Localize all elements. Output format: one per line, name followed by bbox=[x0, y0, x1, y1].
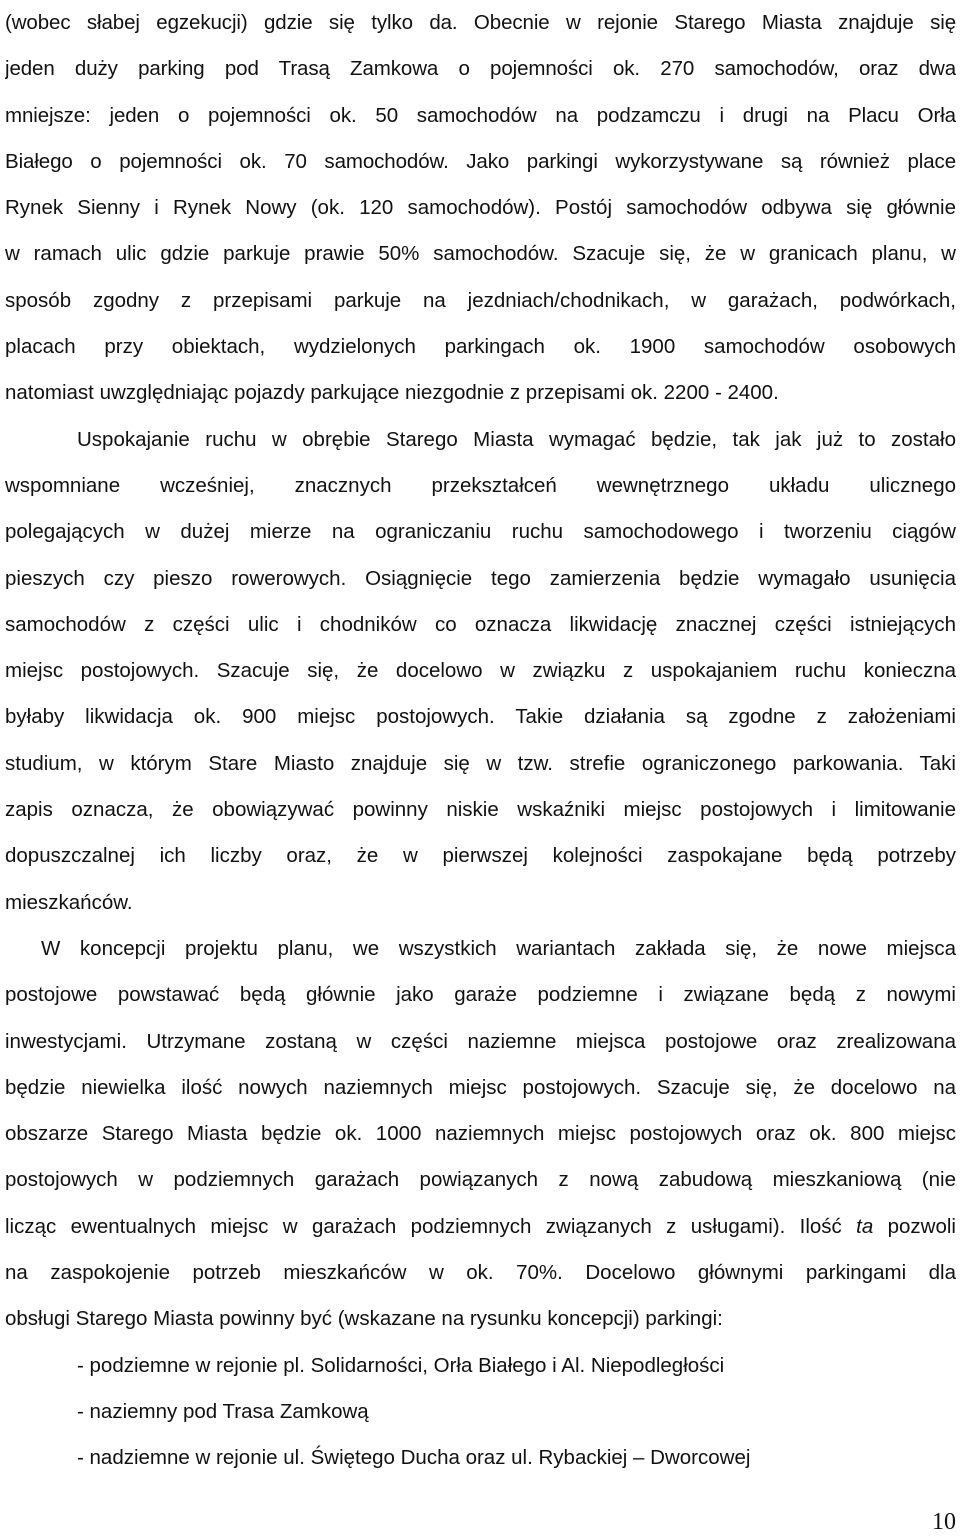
text-line: samochodów z części ulic i chodników co oznacza likwidację znacznej części istniejących bbox=[5, 612, 956, 636]
text-line: placach przy obiektach, wydzielonych parkingach ok. 1900 samochodów osobowych bbox=[5, 335, 956, 359]
text-line: miejsc postojowych. Szacuje się, że docelowo w związku z uspokajaniem ruchu konieczna bbox=[5, 659, 956, 683]
text-line: (wobec słabej egzekucji) gdzie się tylko da. Obecnie w rejonie Starego Miasta znajduje się bbox=[5, 11, 956, 34]
list-item: - naziemny pod Trasa Zamkową bbox=[77, 1399, 369, 1423]
text-line: byłaby likwidacja ok. 900 miejsc postojowych. Takie działania są zgodne z założeniami bbox=[5, 705, 956, 729]
italic-word: ta bbox=[856, 1214, 874, 1238]
text-line: Białego o pojemności ok. 70 samochodów. Jako parkingi wykorzystywane są również place bbox=[5, 149, 956, 173]
text-line: na zaspokojenie potrzeb mieszkańców w ok. 70%. Docelowo głównymi parkingami dla bbox=[5, 1261, 956, 1285]
text-line: obsługi Starego Miasta powinny być (wskazane na rysunku koncepcji) parkingi: bbox=[5, 1307, 723, 1331]
text-line: W koncepcji projektu planu, we wszystkich wariantach zakłada się, że nowe miejsca bbox=[41, 936, 956, 960]
text-line: natomiast uwzględniając pojazdy parkujące niezgodnie z przepisami ok. 2200 - 2400. bbox=[5, 381, 779, 405]
document-page bbox=[5, 0, 956, 1482]
text-line: postojowe powstawać będą głównie jako garaże podziemne i związane będą z nowymi bbox=[5, 983, 956, 1007]
text-line: mniejsze: jeden o pojemności ok. 50 samochodów na podzamczu i drugi na Placu Orła bbox=[5, 103, 956, 127]
text-line: pieszych czy pieszo rowerowych. Osiągnięcie tego zamierzenia będzie wymagało usunięcia bbox=[5, 566, 956, 590]
page-number: 10 bbox=[932, 1509, 956, 1535]
text-line-mixed bbox=[5, 1204, 956, 1250]
text-line: studium, w którym Stare Miasto znajduje się w tzw. strefie ograniczonego parkowania. Taki bbox=[5, 751, 956, 775]
text-line: wspomniane wcześniej, znacznych przekształceń wewnętrznego układu ulicznego bbox=[5, 473, 956, 497]
text-segment: pozwoli bbox=[887, 1214, 956, 1238]
text-line: postojowych w podziemnych garażach powiązanych z nową zabudową mieszkaniową (nie bbox=[5, 1168, 956, 1192]
paragraph-plan-concept bbox=[5, 926, 956, 1343]
list-item: - podziemne w rejonie pl. Solidarności, Orła Białego i Al. Niepodległości bbox=[77, 1353, 725, 1377]
text-line: dopuszczalnej ich liczby oraz, że w pierwszej kolejności zaspokajane będą potrzeby bbox=[5, 844, 956, 868]
parking-list bbox=[5, 1343, 956, 1482]
text-line: będzie niewielka ilość nowych naziemnych miejsc postojowych. Szacuje się, że docelowo na bbox=[5, 1075, 956, 1099]
text-line: polegających w dużej mierze na ograniczaniu ruchu samochodowego i tworzeniu ciągów bbox=[5, 520, 956, 544]
text-line: sposób zgodny z przepisami parkuje na jezdniach/chodnikach, w garażach, podwórkach, bbox=[5, 288, 956, 312]
text-segment: licząc ewentualnych miejsc w garażach podziemnych związanych z usługami). Ilość bbox=[5, 1214, 842, 1238]
text-line: inwestycjami. Utrzymane zostaną w części naziemne miejsca postojowe oraz zrealizowana bbox=[5, 1029, 956, 1053]
text-line: jeden duży parking pod Trasą Zamkowa o pojemności ok. 270 samochodów, oraz dwa bbox=[5, 57, 956, 81]
list-item: - nadziemne w rejonie ul. Świętego Ducha oraz ul. Rybackiej – Dworcowej bbox=[77, 1446, 751, 1470]
text-line: mieszkańców. bbox=[5, 890, 133, 914]
text-line: Rynek Sienny i Rynek Nowy (ok. 120 samochodów). Postój samochodów odbywa się głównie bbox=[5, 196, 956, 220]
paragraph-traffic-calming bbox=[5, 417, 956, 926]
text-line: w ramach ulic gdzie parkuje prawie 50% samochodów. Szacuje się, że w granicach planu, w bbox=[5, 242, 956, 266]
text-line: obszarze Starego Miasta będzie ok. 1000 naziemnych miejsc postojowych oraz ok. 800 miejsc bbox=[5, 1122, 956, 1146]
text-line: zapis oznacza, że obowiązywać powinny niskie wskaźniki miejsc postojowych i limitowanie bbox=[5, 798, 956, 822]
paragraph-parking-status bbox=[5, 0, 956, 417]
text-line: Uspokajanie ruchu w obrębie Starego Miasta wymagać będzie, tak jak już to zostało bbox=[77, 427, 956, 451]
